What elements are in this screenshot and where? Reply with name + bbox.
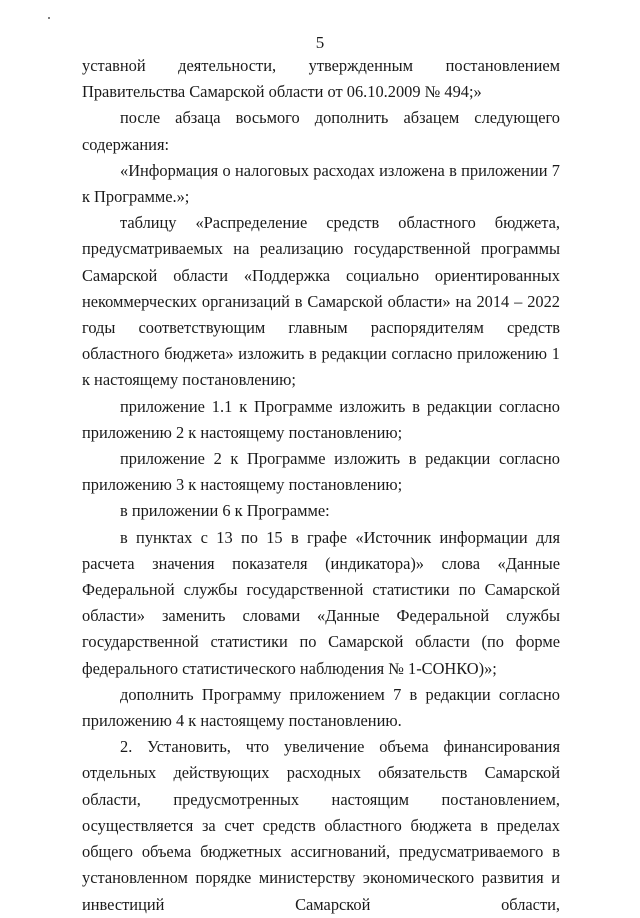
paragraph: таблицу «Распределение средств областного бюджета, предусматриваемых на реализацию государственной программы Самарской области «Поддержка социально ориентированных некоммерческих организаций в Самарской области» на 2014 – 2022 годы соответствующим главным распорядителям средств областного бюджета» изложить в редакции согласно приложению 1 к настоящему постановлению;	[82, 213, 560, 390]
paragraph: приложение 2 к Программе изложить в редакции согласно приложению 3 к настоящему постановлению;	[82, 449, 560, 495]
document-body	[82, 53, 560, 918]
paragraph: дополнить Программу приложением 7 в редакции согласно приложению 4 к настоящему постановлению.	[82, 684, 560, 731]
paragraph: в приложении 6 к Программе:	[120, 501, 330, 521]
paragraph: «Информация о налоговых расходах изложена в приложении 7 к Программе.»;	[82, 160, 560, 207]
paragraph: приложение 1.1 к Программе изложить в редакции согласно приложению 2 к настоящему постановлению;	[82, 396, 560, 442]
page-number: 5	[315, 33, 325, 52]
paragraph-continuation: уставной деятельности, утвержденным постановлением Правительства Самарской области от 06.10.2009 № 494;»	[82, 56, 560, 102]
paragraph: 2. Установить, что увеличение объема финансирования отдельных действующих расходных обязательств Самарской области, предусмотренных настоящим постановлением, осуществляется за счет средств областного бюджета в пределах общего объема бюджетных ассигнований, предусматриваемого в установленном порядке министерству экономического развития и инвестиций Самарской области,	[82, 737, 560, 914]
scan-speck	[48, 17, 50, 19]
paragraph: после абзаца восьмого дополнить абзацем следующего содержания:	[82, 108, 560, 154]
paragraph: в пунктах с 13 по 15 в графе «Источник информации для расчета значения показателя (индикатора)» слова «Данные Федеральной службы государственной статистики по Самарской области» заменить словами «Данные Федеральной службы государственной статистики по Самарской области (по форме федерального статистического наблюдения № 1-СОНКО)»;	[82, 527, 560, 678]
